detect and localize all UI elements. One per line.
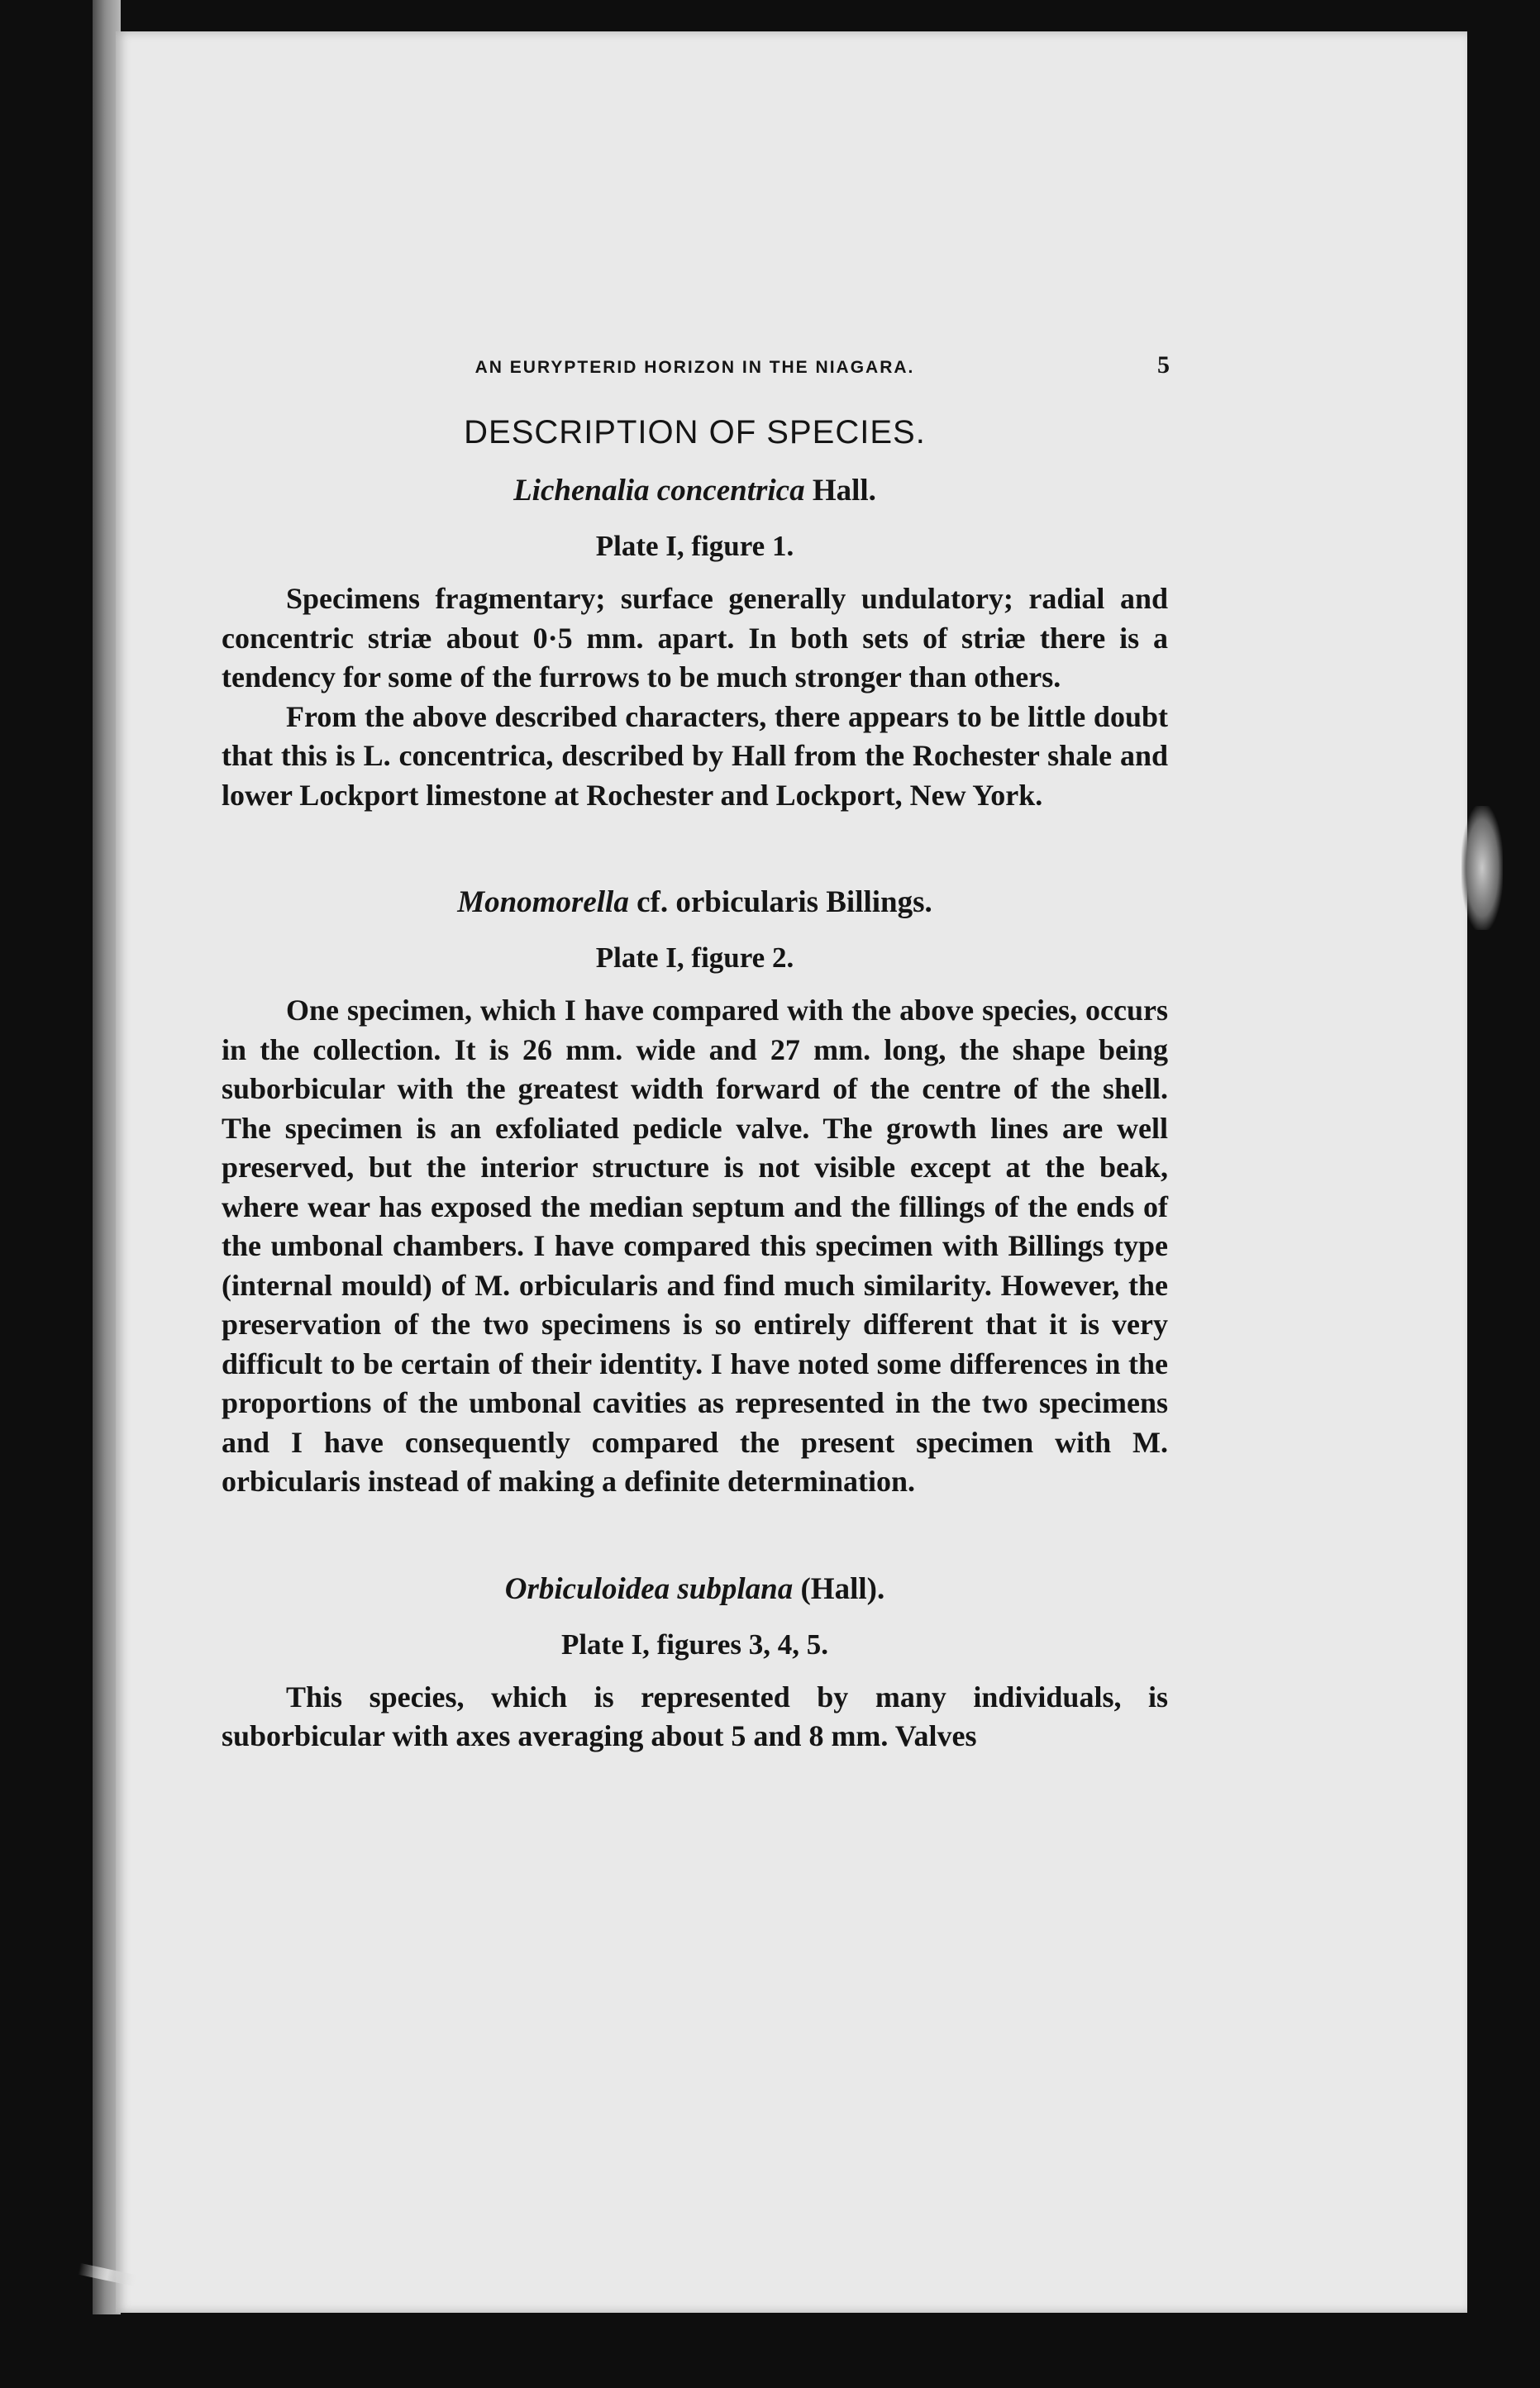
plate-reference: Plate I, figures 3, 4, 5. [560, 1628, 829, 1661]
running-head-title: AN EURYPTERID HORIZON IN THE NIAGARA. [474, 358, 915, 377]
species-heading-orbiculoidea [222, 1571, 1168, 1607]
species-author: (Hall). [793, 1571, 885, 1606]
page-number: 5 [1157, 351, 1170, 379]
page-content [222, 351, 1168, 1756]
running-head [222, 351, 1168, 384]
species-heading-monomorella [222, 884, 1168, 920]
plate-reference: Plate I, figure 1. [595, 530, 794, 562]
species-heading-lichenalia [222, 473, 1168, 508]
paragraph: One specimen, which I have compared with the above species, occurs in the collection. It is 26 mm. wide and 27 mm. long, the shape being suborbicular with the greatest width forward of the centre of the shell. The specimen is an exfoliated pedicle valve. The growth lines are well preserved, but the interior structure is not visible except at the beak, where wear has exposed the median septum and the fillings of the ends of the umbonal chambers. I have compared this specimen with Billings type (internal mould) of M. orbicularis and find much similarity. However, the preservation of the two specimens is so entirely different that it is very difficult to be certain of their identity. I have noted some differences in the proportions of the umbonal cavities as represented in the two specimens and I have consequently compared the present specimen with M. orbicularis instead of making a definite determination. [222, 994, 1168, 1498]
species-name: Lichenalia concentrica [513, 474, 805, 508]
species-name: Monomorella [457, 885, 629, 919]
species-name: Orbiculoidea subplana [504, 1571, 794, 1606]
scan-artifact [1461, 806, 1503, 930]
section-title: DESCRIPTION OF SPECIES. [464, 414, 926, 450]
paragraph: Specimens fragmentary; surface generally undulatory; radial and concentric striæ about 0·5 mm. apart. In both sets of striæ there is a tendency for some of the furrows to be much stronger than others. [222, 582, 1168, 694]
plate-reference: Plate I, figure 2. [595, 941, 794, 974]
species-author: Hall. [804, 474, 876, 508]
paragraph: This species, which is represented by many individuals, is suborbicular with axes averaging about 5 and 8 mm. Valves [222, 1680, 1168, 1752]
paragraph: From the above described characters, there appears to be little doubt that this is L. concentrica, described by Hall from the Rochester shale and lower Lockport limestone at Rochester and Lockport, New York. [222, 699, 1168, 812]
species-author: cf. orbicularis Billings. [628, 885, 932, 919]
